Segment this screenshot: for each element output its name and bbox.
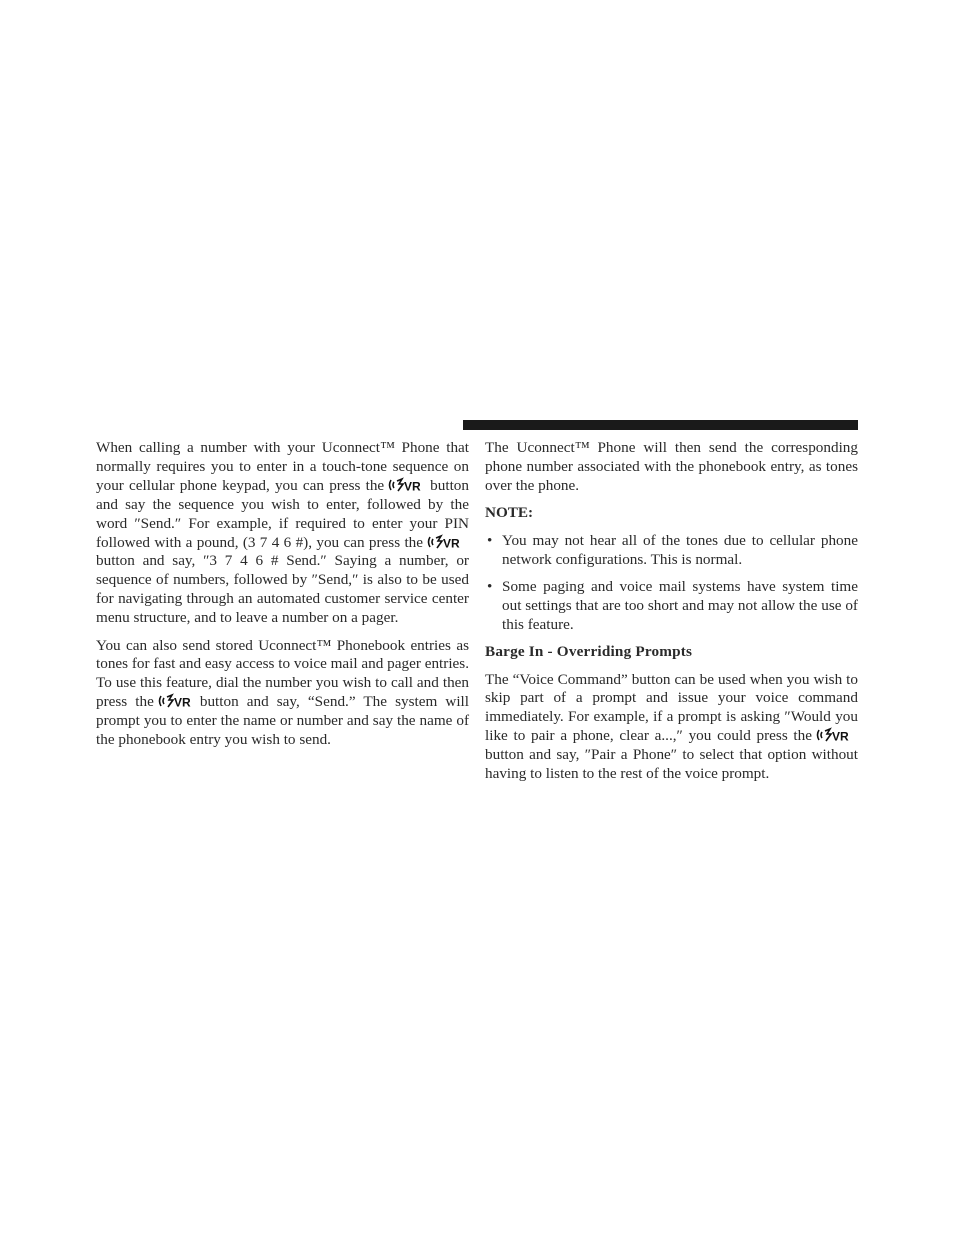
note-list	[485, 532, 858, 635]
paragraph-touch-tone	[96, 439, 469, 628]
text: button and say, ″3 7 4 6 # Send.″ Saying a number, or sequence of numbers, followed by ″Send,″ is also to be used for navigating through an automated customer service center menu structure, and to leave a number on a pager.	[96, 552, 469, 627]
text: button and say, “Send.” The system will prompt you to enter the name or number and say the name of the phonebook entry you wish to send.	[96, 693, 469, 749]
voice-recognition-icon	[815, 727, 855, 743]
svg-text:VR: VR	[443, 536, 460, 550]
list-item: • Some paging and voice mail systems have system time out settings that are too short and may not allow the use of this feature.	[485, 578, 858, 635]
paragraph-send-tones: The Uconnect™ Phone will then send the corresponding phone number associated with the phonebook entry, as tones over the phone.	[485, 439, 858, 494]
section-subheading: Barge In - Overriding Prompts	[485, 643, 693, 661]
svg-text:VR: VR	[404, 479, 421, 493]
paragraph-barge-in	[485, 671, 858, 784]
text: When calling a number with your Uconnect™ Phone that normally requires you to enter in a touch-tone sequence on your cellular phone keypad, you can press the	[96, 439, 469, 494]
svg-text:VR: VR	[832, 729, 849, 744]
paragraph-phonebook-tones	[96, 637, 469, 750]
voice-recognition-icon	[157, 693, 197, 709]
list-item: • You may not hear all of the tones due to cellular phone network configurations. This is normal.	[485, 532, 858, 570]
text: You can also send stored Uconnect™ Phonebook entries as tones for fast and easy access to voice mail and pager entries. To use this feature, dial the number you wish to call and then press the	[96, 636, 469, 711]
svg-text:VR: VR	[173, 695, 191, 710]
text: button and say, ″Pair a Phone″ to select that option without having to listen to the rest of the voice prompt.	[485, 746, 858, 783]
right-column	[485, 439, 858, 793]
section-header-bar	[463, 420, 858, 430]
voice-recognition-icon	[387, 477, 427, 493]
text: The “Voice Command” button can be used when you wish to skip part of a prompt and issue your voice command immediately. For example, if a prompt is asking ″Would you like to pair a phone, clear a...,″ you could press the	[485, 670, 858, 745]
text: button and say the sequence you wish to enter, followed by the word ″Send.″ For example, if required to enter your PIN followed with a pound, (3 7 4 6 #), you can press the	[96, 476, 469, 551]
note-label: NOTE:	[485, 504, 534, 522]
left-column	[96, 439, 469, 759]
voice-recognition-icon	[426, 534, 466, 550]
